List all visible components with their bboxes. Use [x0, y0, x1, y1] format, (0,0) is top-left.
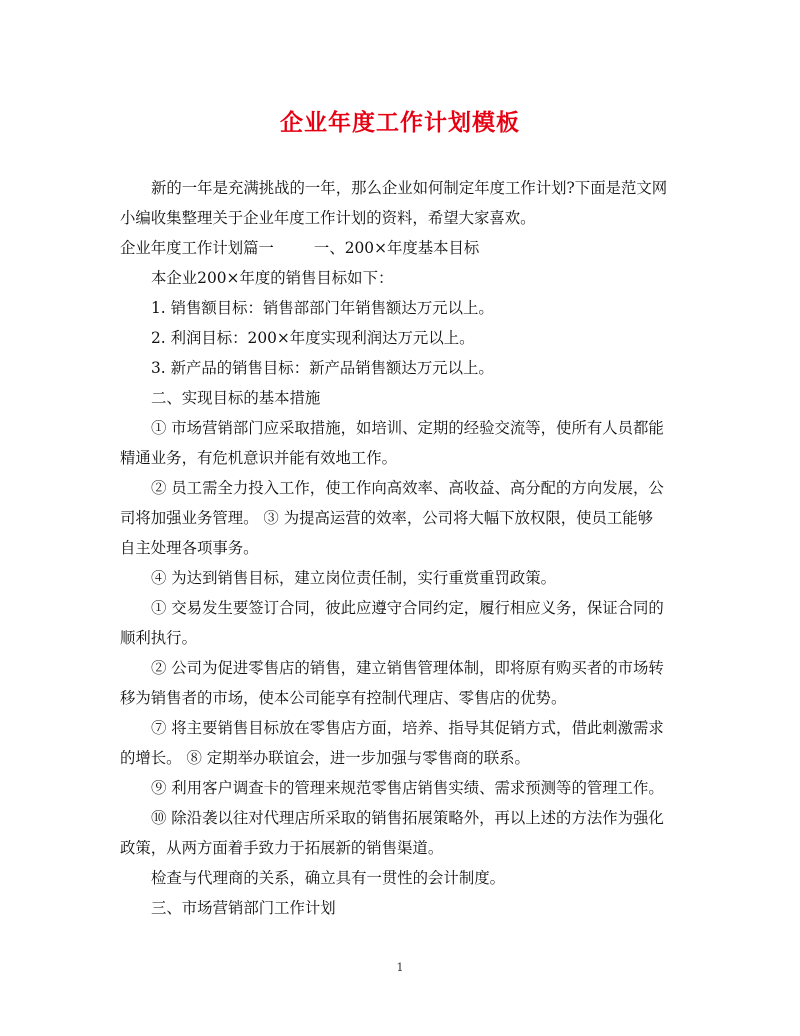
- goal-1-text: 1. 销售额目标：销售部部门年销售额达万元以上。: [151, 299, 494, 317]
- measure-1-line-2: 精通业务，有危机意识并能有效地工作。: [120, 449, 398, 467]
- intro-line-1: 新的一年是充满挑战的一年，那么企业如何制定年度工作计划?下面是范文网: [151, 179, 668, 197]
- measure-7-cont: [120, 743, 690, 773]
- measure-5-line-1: ① 交易发生要签订合同，彼此应遵守合同约定，履行相应义务，保证合同的: [151, 599, 664, 617]
- measure-10-cont: [120, 833, 690, 863]
- measure-11: [120, 863, 690, 893]
- measure-11-text: 检查与代理商的关系，确立具有一贯性的会计制度。: [151, 869, 505, 887]
- measure-7-line-1: ⑦ 将主要销售目标放在零售店方面，培养、指导其促销方式，借此刺激需求: [151, 719, 664, 737]
- measure-2-line-2: 司将加强业务管理。 ③ 为提高运营的效率，公司将大幅下放权限，使员工能够: [120, 509, 654, 527]
- goal-3-text: 3. 新产品的销售目标：新产品销售额达万元以上。: [151, 359, 494, 377]
- measure-9: [120, 773, 690, 803]
- measure-1: [120, 413, 690, 443]
- goal-intro: [120, 263, 690, 293]
- section-header-line: [120, 233, 690, 263]
- heading-3: [120, 893, 690, 923]
- document-body: [120, 173, 690, 923]
- measure-7-line-2: 的增长。 ⑧ 定期举办联谊会，进一步加强与零售商的联系。: [120, 749, 530, 767]
- measure-4-text: ④ 为达到销售目标，建立岗位责任制，实行重赏重罚政策。: [151, 569, 557, 587]
- heading-3-text: 三、市场营销部门工作计划: [151, 899, 336, 917]
- goal-intro-text: 本企业200×年度的销售目标如下：: [151, 269, 394, 287]
- measure-4: [120, 563, 690, 593]
- measure-5-cont: [120, 623, 690, 653]
- measure-6-cont: [120, 683, 690, 713]
- goal-3: [120, 353, 690, 383]
- measure-2-line-1: ② 员工需全力投入工作，使工作向高效率、高收益、高分配的方向发展，公: [151, 479, 664, 497]
- measure-7: [120, 713, 690, 743]
- measure-10-line-1: ⑩ 除沿袭以往对代理店所采取的销售拓展策略外，再以上述的方法作为强化: [151, 809, 664, 827]
- measure-1-cont: [120, 443, 690, 473]
- measure-10: [120, 803, 690, 833]
- measure-2: [120, 473, 690, 503]
- intro-line-2: 小编收集整理关于企业年度工作计划的资料，希望大家喜欢。: [120, 209, 536, 227]
- measure-2-cont-2: [120, 533, 690, 563]
- goal-2: [120, 323, 690, 353]
- section-a-label: 企业年度工作计划篇一: [120, 239, 274, 257]
- measure-2-cont: [120, 503, 690, 533]
- measure-6: [120, 653, 690, 683]
- goal-2-text: 2. 利润目标：200×年度实现利润达万元以上。: [151, 329, 475, 347]
- measure-10-line-2: 政策，从两方面着手致力于拓展新的销售渠道。: [120, 839, 444, 857]
- measure-1-line-1: ① 市场营销部门应采取措施，如培训、定期的经验交流等，使所有人员都能: [151, 419, 664, 437]
- document-title: 企业年度工作计划模板: [280, 109, 520, 136]
- heading-2: [120, 383, 690, 413]
- page-number: 1: [396, 961, 404, 974]
- measure-6-line-1: ② 公司为促进零售店的销售，建立销售管理体制，即将原有购买者的市场转: [151, 659, 664, 677]
- measure-5-line-2: 顺利执行。: [120, 629, 197, 647]
- measure-9-text: ⑨ 利用客户调查卡的管理来规范零售店销售实绩、需求预测等的管理工作。: [151, 779, 664, 797]
- heading-2-text: 二、实现目标的基本措施: [151, 389, 321, 407]
- intro-paragraph: [120, 173, 690, 203]
- measure-5: [120, 593, 690, 623]
- measure-6-line-2: 移为销售者的市场，使本公司能享有控制代理店、零售店的优势。: [120, 689, 567, 707]
- intro-paragraph-cont: [120, 203, 690, 233]
- measure-2-line-3: 自主处理各项事务。: [120, 539, 259, 557]
- goal-1: [120, 293, 690, 323]
- heading-1: 一、200×年度基本目标: [313, 239, 480, 257]
